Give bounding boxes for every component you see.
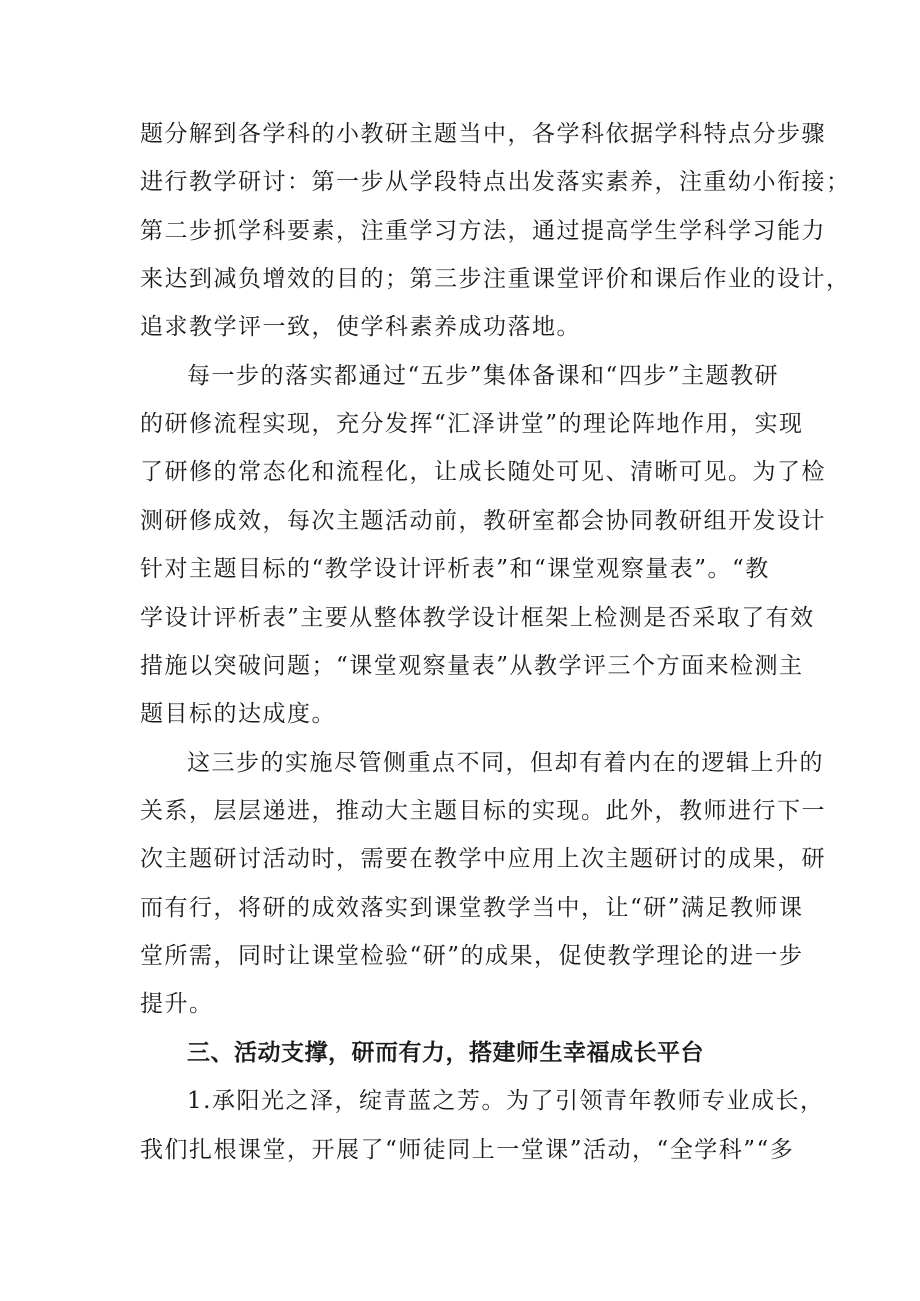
paragraph-first-line: 这三步的实施尽管侧重点不同，但却有着内在的逻辑上升的 <box>187 750 824 776</box>
paragraph-first-line: 1.承阳光之泽，绽青蓝之芳。为了引领青年教师专业成长， <box>187 1088 825 1114</box>
paragraph-line: 针对主题目标的“教学设计评析表”和“课堂观察量表”。“教 <box>140 556 770 582</box>
section-heading: 三、活动支撑，研而有力，搭建师生幸福成长平台 <box>187 1040 704 1066</box>
paragraph-line: 措施以突破问题；“课堂观察量表”从教学评三个方面来检测主 <box>140 653 804 679</box>
paragraph-line: 堂所需，同时让课堂检验“研”的成果，促使教学理论的进一步 <box>140 943 804 969</box>
paragraph-line: 进行教学研讨：第一步从学段特点出发落实素养，注重幼小衔接； <box>140 169 851 195</box>
paragraph-line: 第二步抓学科要素，注重学习方法，通过提高学生学科学习能力 <box>140 218 826 244</box>
paragraph-line: 题分解到各学科的小教研主题当中，各学科依据学科特点分步骤 <box>140 121 826 147</box>
paragraph-line: 学设计评析表”主要从整体教学设计框架上检测是否采取了有效 <box>140 605 815 631</box>
paragraph-line: 了研修的常态化和流程化，让成长随处可见、清晰可见。为了检 <box>140 459 826 485</box>
paragraph-line: 而有行，将研的成效落实到课堂教学当中，让“研”满足教师课 <box>140 895 804 921</box>
paragraph-line: 提升。 <box>140 991 214 1017</box>
paragraph-line: 来达到减负增效的目的；第三步注重课堂评价和课后作业的设计， <box>140 266 851 292</box>
paragraph-line: 测研修成效，每次主题活动前，教研室都会协同教研组开发设计 <box>140 508 826 534</box>
paragraph-first-line: 每一步的落实都通过“五步”集体备课和“四步”主题教研 <box>187 363 780 389</box>
paragraph-line: 追求教学评一致，使学科素养成功落地。 <box>140 314 581 340</box>
paragraph-line: 关系，层层递进，推动大主题目标的实现。此外，教师进行下一 <box>140 798 826 824</box>
paragraph-line: 题目标的达成度。 <box>140 701 336 727</box>
paragraph-line: 的研修流程实现，充分发挥“汇泽讲堂”的理论阵地作用，实现 <box>140 411 804 437</box>
paragraph-line: 次主题研讨活动时，需要在教学中应用上次主题研讨的成果，研 <box>140 846 826 872</box>
paragraph-line: 我们扎根课堂，开展了“师徒同上一堂课”活动，“全学科”“多 <box>140 1137 795 1163</box>
